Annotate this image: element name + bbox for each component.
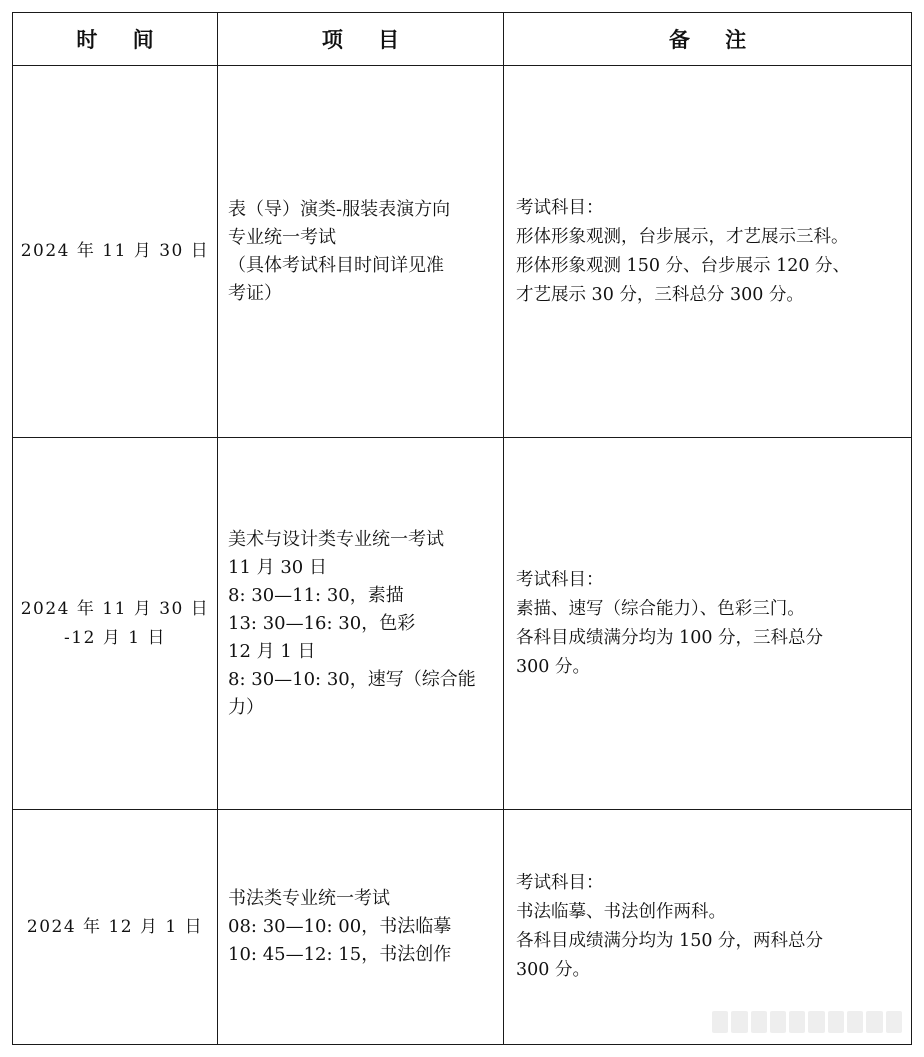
note-line: 书法临摹、书法创作两科。 bbox=[516, 902, 726, 922]
note-cell bbox=[504, 810, 912, 1045]
date-line: 2024 年 12 月 1 日 bbox=[26, 916, 204, 937]
note-line: 形体形象观测，台步展示，才艺展示三科。 bbox=[516, 226, 849, 247]
note-line: 形体形象观测 150 分、台步展示 120 分、 bbox=[516, 255, 851, 276]
item-cell bbox=[218, 810, 504, 1045]
table-header-row bbox=[13, 13, 912, 66]
item-cell bbox=[218, 66, 504, 438]
note-line: 考试科目： bbox=[516, 873, 604, 893]
date-line: 2024 年 11 月 30 日 bbox=[20, 598, 210, 619]
note-line: 各科目成绩满分均为 150 分，两科总分 bbox=[516, 931, 824, 951]
item-line: 10: 45—12: 15，书法创作 bbox=[228, 944, 452, 965]
date-cell bbox=[13, 810, 218, 1045]
item-line: 12 月 1 日 bbox=[228, 640, 316, 662]
table-row bbox=[13, 66, 912, 438]
exam-schedule-table bbox=[12, 12, 912, 1045]
note-line: 考试科目： bbox=[516, 569, 604, 590]
item-line: 08: 30—10: 00，书法临摹 bbox=[228, 916, 452, 937]
header-notes: 备 注 bbox=[504, 13, 912, 66]
note-line: 才艺展示 30 分，三科总分 300 分。 bbox=[516, 284, 804, 305]
item-line: 13: 30—16: 30，色彩 bbox=[228, 612, 416, 634]
date-line: -12 月 1 日 bbox=[64, 627, 166, 648]
item-cell bbox=[218, 438, 504, 810]
date-cell bbox=[13, 66, 218, 438]
item-line: （具体考试科目时间详见准 bbox=[228, 254, 444, 276]
note-cell bbox=[504, 438, 912, 810]
date-cell bbox=[13, 438, 218, 810]
note-line: 各科目成绩满分均为 100 分，三科总分 bbox=[516, 627, 824, 648]
table-row bbox=[13, 438, 912, 810]
item-line: 力） bbox=[228, 696, 264, 718]
item-line: 8: 30—10: 30，速写（综合能 bbox=[228, 668, 476, 690]
note-line: 考试科目： bbox=[516, 197, 604, 218]
header-time: 时 间 bbox=[13, 13, 218, 66]
item-line: 表（导）演类-服装表演方向 bbox=[228, 198, 451, 220]
header-item: 项 目 bbox=[218, 13, 504, 66]
watermark-mark bbox=[712, 1011, 902, 1033]
item-line: 考证） bbox=[228, 282, 282, 304]
item-line: 美术与设计类专业统一考试 bbox=[228, 528, 444, 550]
note-line: 300 分。 bbox=[516, 656, 590, 677]
date-line: 2024 年 11 月 30 日 bbox=[20, 241, 210, 261]
note-cell bbox=[504, 66, 912, 438]
item-line: 专业统一考试 bbox=[228, 226, 336, 248]
item-line: 书法类专业统一考试 bbox=[228, 888, 390, 909]
note-line: 素描、速写（综合能力）、色彩三门。 bbox=[516, 598, 805, 619]
item-line: 11 月 30 日 bbox=[228, 556, 327, 578]
note-line: 300 分。 bbox=[516, 960, 590, 980]
item-line: 8: 30—11: 30，素描 bbox=[228, 584, 404, 606]
table-row bbox=[13, 810, 912, 1045]
